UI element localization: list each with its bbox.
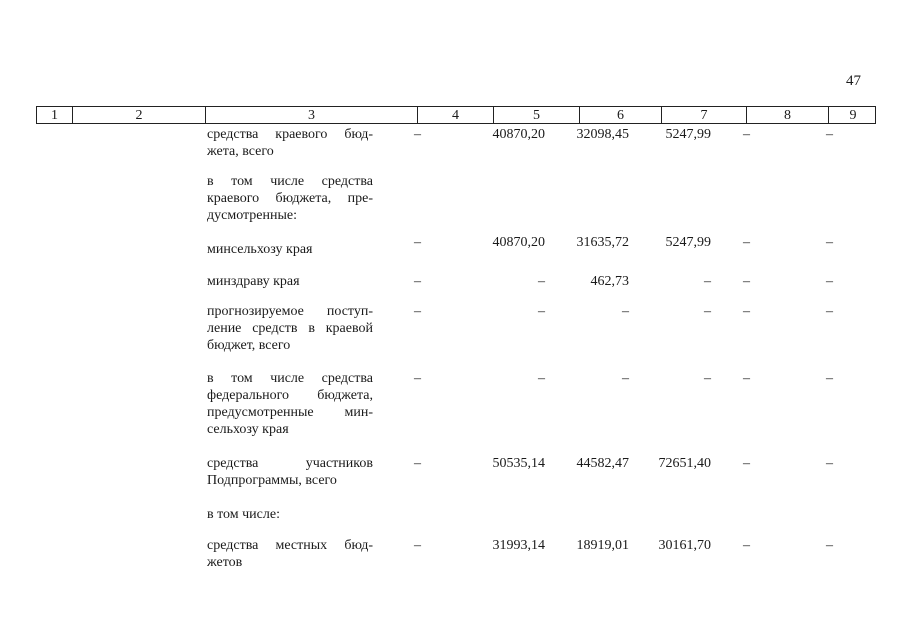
cell-col-9: – <box>826 235 833 250</box>
cell-col-8: – <box>743 456 750 471</box>
row-description: прогнозируемое поступ-ление средств в краевой бюджет, всего <box>207 304 373 353</box>
cell-col-4: – <box>414 235 421 250</box>
cell-col-6: 31635,72 <box>576 235 629 250</box>
cell-col-5: 31993,14 <box>492 538 545 553</box>
row-description: в том числе средства федерального бюджета, предусмотренные мин-сельхозу края <box>207 371 373 437</box>
cell-col-4: – <box>414 456 421 471</box>
cell-col-8: – <box>743 127 750 142</box>
cell-col-4: – <box>414 371 421 386</box>
row-description: средства краевого бюд-жета, всего <box>207 127 373 159</box>
cell-col-5: 40870,20 <box>492 235 545 250</box>
cell-col-9: – <box>826 127 833 142</box>
cell-col-5: – <box>538 274 545 289</box>
row-description: минздраву края <box>207 274 300 289</box>
page-number: 47 <box>846 73 861 89</box>
table-header-row <box>36 106 876 124</box>
cell-col-5: – <box>538 304 545 319</box>
cell-col-9: – <box>826 538 833 553</box>
header-col-3: 3 <box>206 107 418 123</box>
row-description: в том числе средства краевого бюджета, пре-дусмотренные: <box>207 174 373 223</box>
cell-col-4: – <box>414 274 421 289</box>
cell-col-9: – <box>826 304 833 319</box>
cell-col-6: 18919,01 <box>576 538 629 553</box>
cell-col-7: 72651,40 <box>658 456 711 471</box>
cell-col-7: 5247,99 <box>665 127 711 142</box>
header-col-6: 6 <box>580 107 662 123</box>
cell-col-8: – <box>743 304 750 319</box>
row-description: средства местных бюд-жетов <box>207 538 373 570</box>
cell-col-5: 40870,20 <box>492 127 545 142</box>
cell-col-5: 50535,14 <box>492 456 545 471</box>
row-description: минсельхозу края <box>207 242 313 257</box>
cell-col-6: 44582,47 <box>576 456 629 471</box>
cell-col-8: – <box>743 235 750 250</box>
cell-col-8: – <box>743 371 750 386</box>
cell-col-7: – <box>704 371 711 386</box>
header-col-9: 9 <box>849 108 857 123</box>
cell-col-4: – <box>414 127 421 142</box>
cell-col-5: – <box>538 371 545 386</box>
cell-col-4: – <box>414 538 421 553</box>
row-description: в том числе: <box>207 507 280 522</box>
cell-col-6: 32098,45 <box>576 127 629 142</box>
cell-col-4: – <box>414 304 421 319</box>
header-col-5: 5 <box>494 107 580 123</box>
cell-col-7: – <box>704 304 711 319</box>
cell-col-9: – <box>826 274 833 289</box>
cell-col-8: – <box>743 538 750 553</box>
cell-col-7: 5247,99 <box>665 235 711 250</box>
header-col-8: 8 <box>747 107 829 123</box>
header-col-7: 7 <box>662 107 747 123</box>
cell-col-7: – <box>704 274 711 289</box>
cell-col-8: – <box>743 274 750 289</box>
cell-col-9: – <box>826 371 833 386</box>
header-col-1: 1 <box>37 107 73 123</box>
header-col-4: 4 <box>418 107 494 123</box>
cell-col-7: 30161,70 <box>658 538 711 553</box>
row-description: средства участников Подпрограммы, всего <box>207 456 373 488</box>
cell-col-6: 462,73 <box>590 274 629 289</box>
cell-col-6: – <box>622 371 629 386</box>
header-col-2: 2 <box>73 107 206 123</box>
cell-col-9: – <box>826 456 833 471</box>
cell-col-6: – <box>622 304 629 319</box>
